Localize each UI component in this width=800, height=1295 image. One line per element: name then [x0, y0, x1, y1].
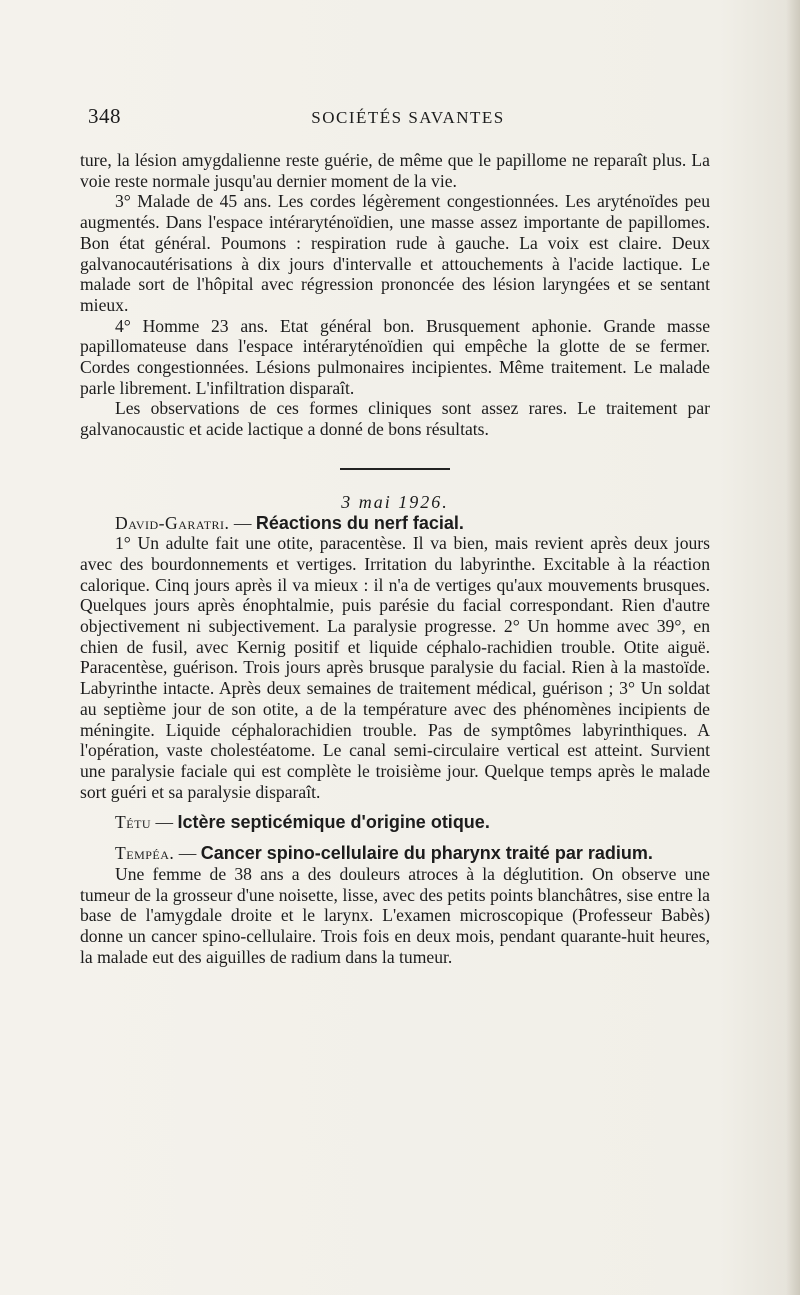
paragraph-conclusion: Les observations de ces formes cliniques sont assez rares. Le traitement par galvanocaustic et acide lactique a donné de bons résultats.: [80, 398, 710, 440]
paragraph-case-3: 3° Malade de 45 ans. Les cordes légèrement congestionnées. Les aryténoïdes peu augmentés. Dans l'espace intéraryténoïdien, une masse assez importante de papillomes. Bon état général. Poumons : respiration rude à gauche. La voix est claire. Deux galvanocautérisations à dix jours d'intervalle et attouchements à l'acide lactique. Le malade sort de l'hôpital avec régression prononcée des lésion laryngées et se sentant mieux.: [80, 191, 710, 315]
section-title: Cancer spino-cellulaire du pharynx traité par radium.: [200, 843, 653, 864]
section-title: Réactions du nerf facial.: [255, 512, 464, 533]
section-heading-facial: [80, 513, 710, 534]
paragraph-continuation: ture, la lésion amygdalienne reste guérie, de même que le papillome ne reparaît plus. La voie reste normale jusqu'au dernier moment de la vie.: [80, 150, 710, 191]
author-name: David-Garatri.: [115, 512, 230, 533]
section-title: Ictère septicémique d'origine otique.: [177, 812, 490, 833]
spacer: [80, 833, 710, 843]
heading-dash: —: [174, 843, 201, 864]
paragraph-cancer-body: Une femme de 38 ans a des douleurs atroces à la déglutition. On observe une tumeur de la grosseur d'une noisette, lisse, avec des petits points blanchâtres, sise entre la base de l'amygdale droite et le larynx. L'examen microscopique (Professeur Babès) donne un cancer spino-cellulaire. Trois fois en deux mois, pendant quarante-huit heures, la malade eut des aiguilles de radium dans la tumeur.: [80, 863, 710, 967]
page-edge-shadow: [786, 0, 800, 1295]
running-head: SOCIÉTÉS SAVANTES: [311, 108, 505, 127]
paragraph-case-4: 4° Homme 23 ans. Etat général bon. Brusquement aphonie. Grande masse papillomateuse dans l'espace intéraryténoïdien qui empêche la glotte de se fermer. Cordes congestionnées. Lésions pulmonaires incipientes. Même traitement. Le malade parle librement. L'infiltration disparaît.: [80, 315, 710, 398]
page-content: [80, 150, 710, 967]
heading-dash: —: [229, 512, 256, 533]
page-header: [88, 104, 728, 134]
paragraph-facial-body: 1° Un adulte fait une otite, paracentèse. Il va bien, mais revient après deux jours avec des bourdonnements et vertiges. Irritation du labyrinthe. Excitable à la réaction calorique. Cinq jours après il va mieux : il n'a de vertiges qu'aux mouvements brusques. Quelques jours après énophtalmie, puis parésie du facial correspondant. Rien d'autre objectivement ni subjectivement. La paralysie progresse. 2° Un homme avec 39°, en chien de fusil, avec Kernig positif et liquide céphalo-rachidien trouble. Otite aiguë. Paracentèse, guérison. Trois jours après brusque paralysie du facial. Rien à la mastoïde. Labyrinthe intacte. Après deux semaines de traitement médical, guérison ; 3° Un soldat au septième jour de son otite, a de la température avec des phénomènes incipients de méningite. Liquide céphalorachidien trouble. Pas de symptômes labyrinthiques. A l'opération, vaste cholestéatome. Le canal semi-circulaire vertical est atteint. Survient une paralysie faciale qui est complète le troisième jour. Quelque temps après le malade sort guéri et sa paralysie disparaît.: [80, 533, 710, 802]
section-heading-cancer: [80, 843, 710, 864]
session-date: 3 mai 1926.: [341, 491, 449, 512]
spacer: [80, 802, 710, 812]
page-number: 348: [88, 104, 121, 128]
author-name: Tempéa.: [115, 843, 175, 864]
heading-dash: —: [151, 812, 178, 833]
section-heading-ictere: [80, 812, 710, 833]
author-name: Tétu: [115, 812, 152, 833]
section-divider: [340, 468, 450, 470]
